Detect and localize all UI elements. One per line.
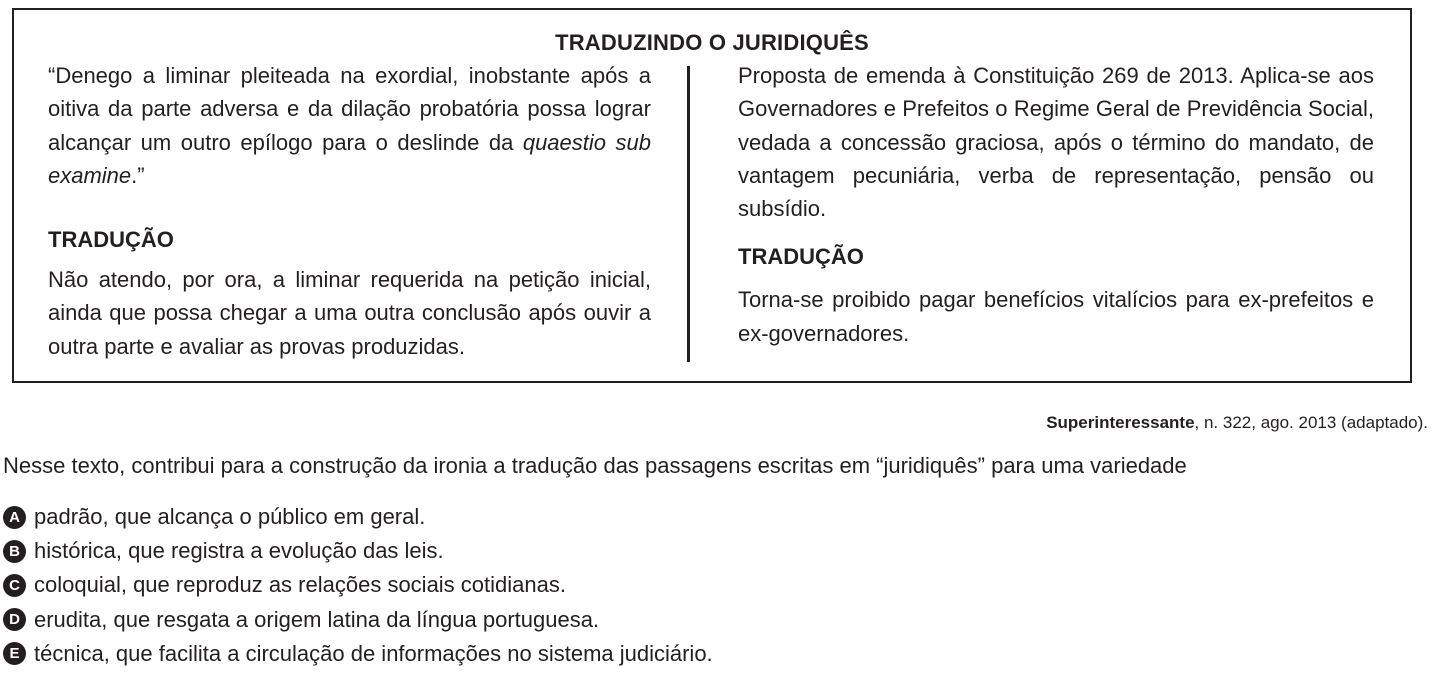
option-b[interactable] (3, 534, 713, 568)
source-citation (1046, 412, 1428, 434)
option-text: histórica, que registra a evolução das leis. (34, 538, 444, 564)
option-e[interactable] (3, 637, 713, 671)
option-text: coloquial, que reproduz as relações sociais cotidianas. (34, 572, 566, 598)
quote-closing: .” (131, 162, 145, 188)
option-text: padrão, que alcança o público em geral. (34, 504, 426, 529)
question-stem: Nesse texto, contribui para a construção da ironia a tradução das passagens escritas em “juridiquês” para uma variedade (3, 453, 1187, 478)
quote-text: “Denego a liminar pleiteada na exordial, inobstante após a oitiva da parte adversa e da dilação probatória possa lograr alcançar um outro epílogo para o deslinde da (48, 63, 651, 155)
source-publication: Superinteressante (1046, 413, 1195, 432)
option-text: técnica, que facilita a circulação de informações no sistema judiciário. (34, 640, 713, 666)
right-translation-text: Torna-se proibido pagar benefícios vitalícios para ex-prefeitos e ex-governadores. (738, 287, 1374, 346)
option-letter-badge: E (3, 642, 26, 665)
source-details: , n. 322, ago. 2013 (adaptado). (1194, 413, 1428, 432)
box-title: TRADUZINDO O JURIDIQUÊS (555, 30, 869, 55)
text-box (12, 8, 1412, 383)
right-translation-heading: TRADUÇÃO (738, 244, 864, 270)
left-translation-text: Não atendo, por ora, a liminar requerida na petição inicial, ainda que possa chegar a uma outra conclusão após ouvir a outra parte e avaliar as provas produzidas. (48, 267, 651, 359)
option-c[interactable] (3, 568, 713, 602)
column-divider (687, 66, 690, 362)
option-text: erudita, que resgata a origem latina da língua portuguesa. (34, 606, 600, 632)
option-letter-badge: B (3, 540, 26, 563)
answer-options (3, 500, 713, 671)
left-column (48, 59, 651, 363)
option-letter-badge: A (3, 506, 26, 529)
right-column (738, 59, 1374, 350)
amendment-text: Proposta de emenda à Constituição 269 de 2013. Aplica-se aos Governadores e Prefeitos o Regime Geral de Previdência Social, vedada a concessão graciosa, após o término do mandato, de vantagem pecuniária, verba de representação, pensão ou subsídio. (738, 63, 1374, 222)
left-translation-heading: TRADUÇÃO (48, 227, 174, 253)
legal-quote (48, 59, 651, 192)
option-d[interactable] (3, 603, 713, 637)
option-letter-badge: C (3, 574, 26, 597)
option-a[interactable] (3, 500, 713, 534)
option-letter-badge: D (3, 608, 26, 631)
quote-latin-term: quaestio sub examine (48, 129, 651, 188)
